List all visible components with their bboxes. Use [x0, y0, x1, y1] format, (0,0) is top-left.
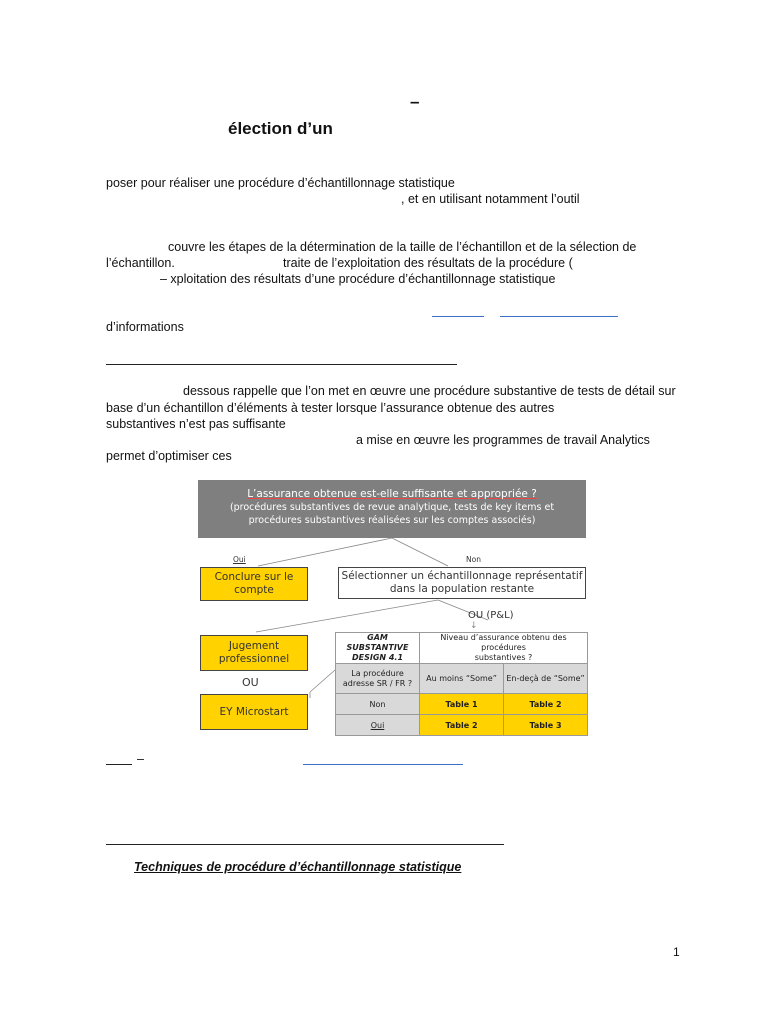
jugement-box	[200, 635, 308, 671]
gam-title-line-1: GAM SUBSTANTIVE	[346, 633, 409, 652]
rappel-line-3: substantives n’est pas suffisante	[106, 417, 286, 431]
question-subtitle-2: procédures substantives réalisées sur les comptes associés)	[248, 515, 536, 526]
microstart-label: EY Microstart	[219, 706, 289, 718]
gam-header-line-2: substantives ?	[474, 653, 533, 662]
rappel-line-4: a mise en œuvre les programmes de travail Analytics	[356, 433, 650, 447]
gam-proc-line-1: La procédure	[351, 668, 404, 678]
hyperlink-underline[interactable]	[432, 316, 484, 317]
gam-col-1: Au moins “Some”	[420, 664, 504, 694]
table-row	[336, 664, 588, 694]
table-row	[336, 633, 588, 664]
page-title: élection d’un	[228, 119, 333, 138]
ou-label: OU	[242, 676, 259, 689]
table-cell: Table 2	[504, 694, 588, 715]
hyperlink-underline[interactable]	[500, 316, 618, 317]
bottom-dash: –	[137, 752, 144, 766]
gam-proc-cell	[336, 664, 420, 694]
short-rule	[106, 764, 132, 765]
jugement-line-1: Jugement	[228, 640, 280, 652]
table-cell: Table 3	[504, 715, 588, 736]
rappel-line-2: base d’un échantillon d’éléments à tester lorsque l’assurance obtenue des autres	[106, 401, 555, 415]
title-dash: –	[410, 92, 420, 111]
scope-line-2b: traite de l’exploitation des résultats de la procédure (	[283, 256, 573, 270]
table-row	[336, 715, 588, 736]
conclude-line-1: Conclure sur le	[214, 571, 294, 583]
jugement-line-2: professionnel	[218, 653, 290, 665]
rappel-line-1: dessous rappelle que l’on met en œuvre une procédure substantive de tests de détail sur	[183, 384, 676, 398]
conclude-line-2: compte	[234, 584, 274, 596]
horizontal-rule	[106, 364, 457, 365]
rappel-line-5: permet d’optimiser ces	[106, 449, 232, 463]
gam-table	[335, 632, 588, 736]
info-line: d’informations	[106, 320, 184, 334]
gam-col-2: En-deçà de “Some”	[504, 664, 588, 694]
label-oui: Oui	[233, 555, 246, 564]
gam-title-cell	[336, 633, 420, 664]
gam-title-line-2: DESIGN 4.1	[351, 653, 404, 662]
table-cell: Table 1	[420, 694, 504, 715]
question-box	[198, 480, 586, 538]
ou-pl-label: OU (P&L)	[468, 610, 514, 621]
select-sample-box	[338, 567, 586, 599]
gam-header-line-1: Niveau d’assurance obtenu des procédures	[440, 633, 567, 652]
section-heading: Techniques de procédure d’échantillonnage statistique	[134, 860, 462, 874]
intro-line-2: , et en utilisant notamment l’outil	[401, 192, 580, 206]
scope-line-3: – xploitation des résultats d’une procédure d’échantillonnage statistique	[160, 272, 556, 286]
conclude-box	[200, 567, 308, 601]
select-line-2: dans la population restante	[389, 583, 535, 595]
gam-header-cell	[420, 633, 588, 664]
scope-line-2a: l’échantillon.	[106, 256, 175, 270]
arrow-down-icon: ↓	[470, 621, 478, 631]
microstart-box	[200, 694, 308, 730]
page-number: 1	[673, 945, 680, 959]
question-subtitle-1: (procédures substantives de revue analytique, tests de key items et	[229, 502, 555, 513]
decision-flowchart	[198, 480, 588, 730]
scope-line-1: couvre les étapes de la détermination de la taille de l’échantillon et de la sélection de	[168, 240, 637, 254]
row-label-oui: Oui	[336, 715, 420, 736]
table-cell: Table 2	[420, 715, 504, 736]
horizontal-rule	[106, 844, 504, 845]
label-non: Non	[466, 555, 481, 564]
gam-proc-line-2: adresse SR / FR ?	[342, 678, 413, 688]
row-label-non: Non	[336, 694, 420, 715]
intro-line-1: poser pour réaliser une procédure d’échantillonnage statistique	[106, 176, 455, 190]
select-line-1: Sélectionner un échantillonnage représentatif	[341, 570, 583, 582]
hyperlink-underline[interactable]	[303, 764, 463, 765]
question-title: L’assurance obtenue est-elle suffisante et appropriée ?	[247, 488, 537, 500]
table-row	[336, 694, 588, 715]
